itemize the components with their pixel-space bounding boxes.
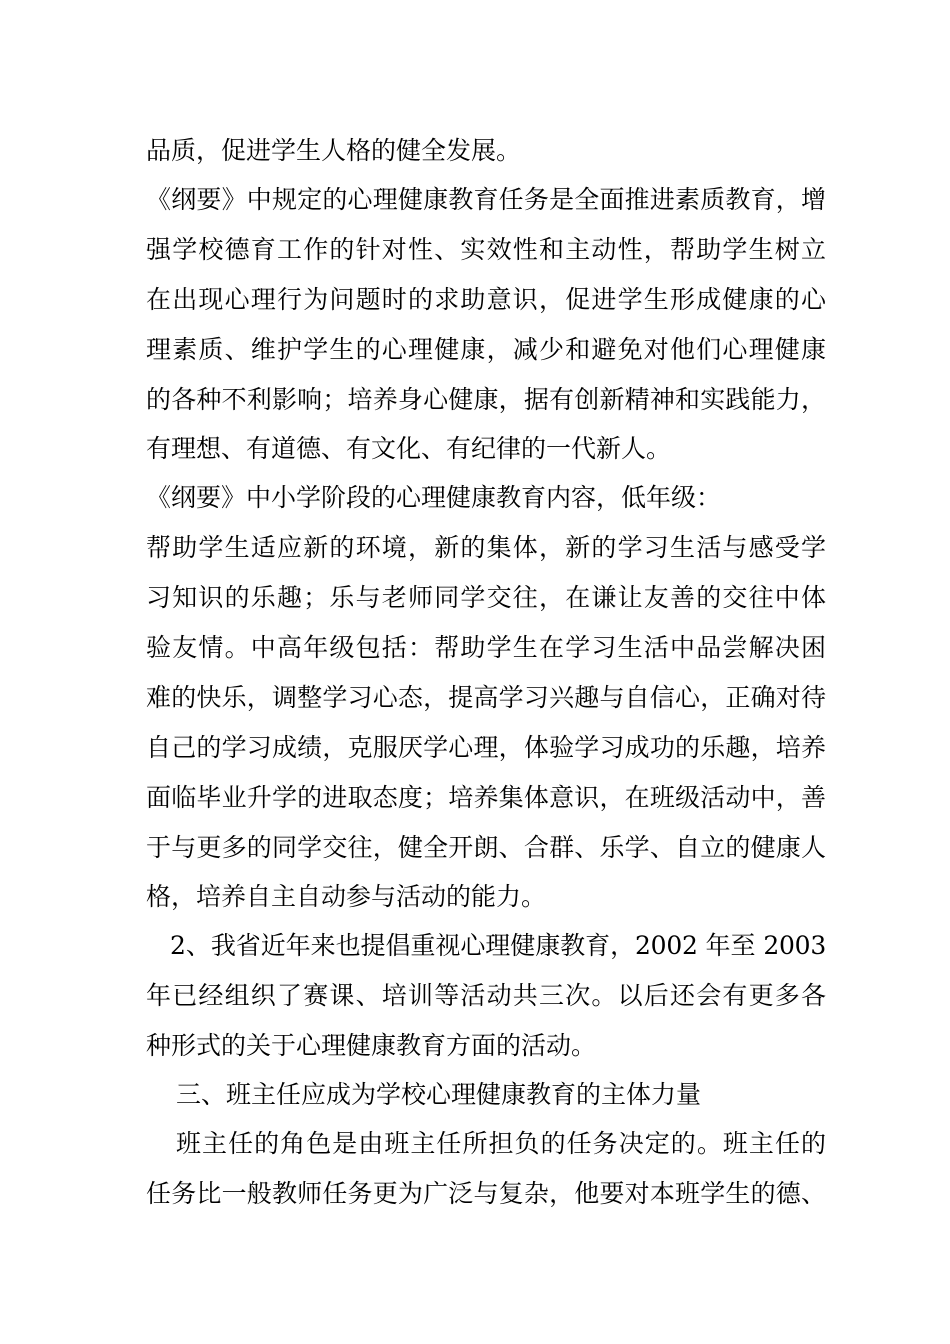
text-line-13: 自己的学习成绩，克服厌学心理，体验学习成功的乐趣，培养 [146,733,826,762]
text-line-1: 品质，促进学生人格的健全发展。 [146,136,522,165]
text-line-18: 年已经组织了赛课、培训等活动共三次。以后还会有更多各 [146,981,826,1010]
text-line-8: 《纲要》中小学阶段的心理健康教育内容，低年级： [146,483,722,512]
text-line-16: 格，培养自主自动参与活动的能力。 [146,882,547,911]
text-line-7: 有理想、有道德、有文化、有纪律的一代新人。 [146,434,672,463]
text-line-11: 验友情。中高年级包括：帮助学生在学习生活中品尝解决困 [146,633,826,662]
text-line-3: 强学校德育工作的针对性、实效性和主动性，帮助学生树立 [146,235,826,264]
text-line-9: 帮助学生适应新的环境，新的集体，新的学习生活与感受学 [146,533,826,562]
text-line-17: 2、我省近年来也提倡重视心理健康教育，2002 年至 2003 [170,931,826,960]
text-line-10: 习知识的乐趣；乐与老师同学交往，在谦让友善的交往中体 [146,583,826,612]
text-line-19: 种形式的关于心理健康教育方面的活动。 [146,1031,597,1060]
text-line-14: 面临毕业升学的进取态度；培养集体意识，在班级活动中，善 [146,783,826,812]
text-line-5: 理素质、维护学生的心理健康，减少和避免对他们心理健康 [146,335,826,364]
text-line-22: 任务比一般教师任务更为广泛与复杂，他要对本班学生的德、 [146,1179,826,1208]
text-line-6: 的各种不利影响；培养身心健康，据有创新精神和实践能力， [146,385,826,414]
text-line-21: 班主任的角色是由班主任所担负的任务决定的。班主任的 [176,1129,826,1158]
section-heading: 三、班主任应成为学校心理健康教育的主体力量 [176,1080,702,1109]
text-line-2: 《纲要》中规定的心理健康教育任务是全面推进素质教育，增 [146,185,826,214]
text-line-15: 于与更多的同学交往，健全开朗、合群、乐学、自立的健康人 [146,833,826,862]
text-line-4: 在出现心理行为问题时的求助意识，促进学生形成健康的心 [146,285,826,314]
text-line-12: 难的快乐，调整学习心态，提高学习兴趣与自信心，正确对待 [146,683,826,712]
